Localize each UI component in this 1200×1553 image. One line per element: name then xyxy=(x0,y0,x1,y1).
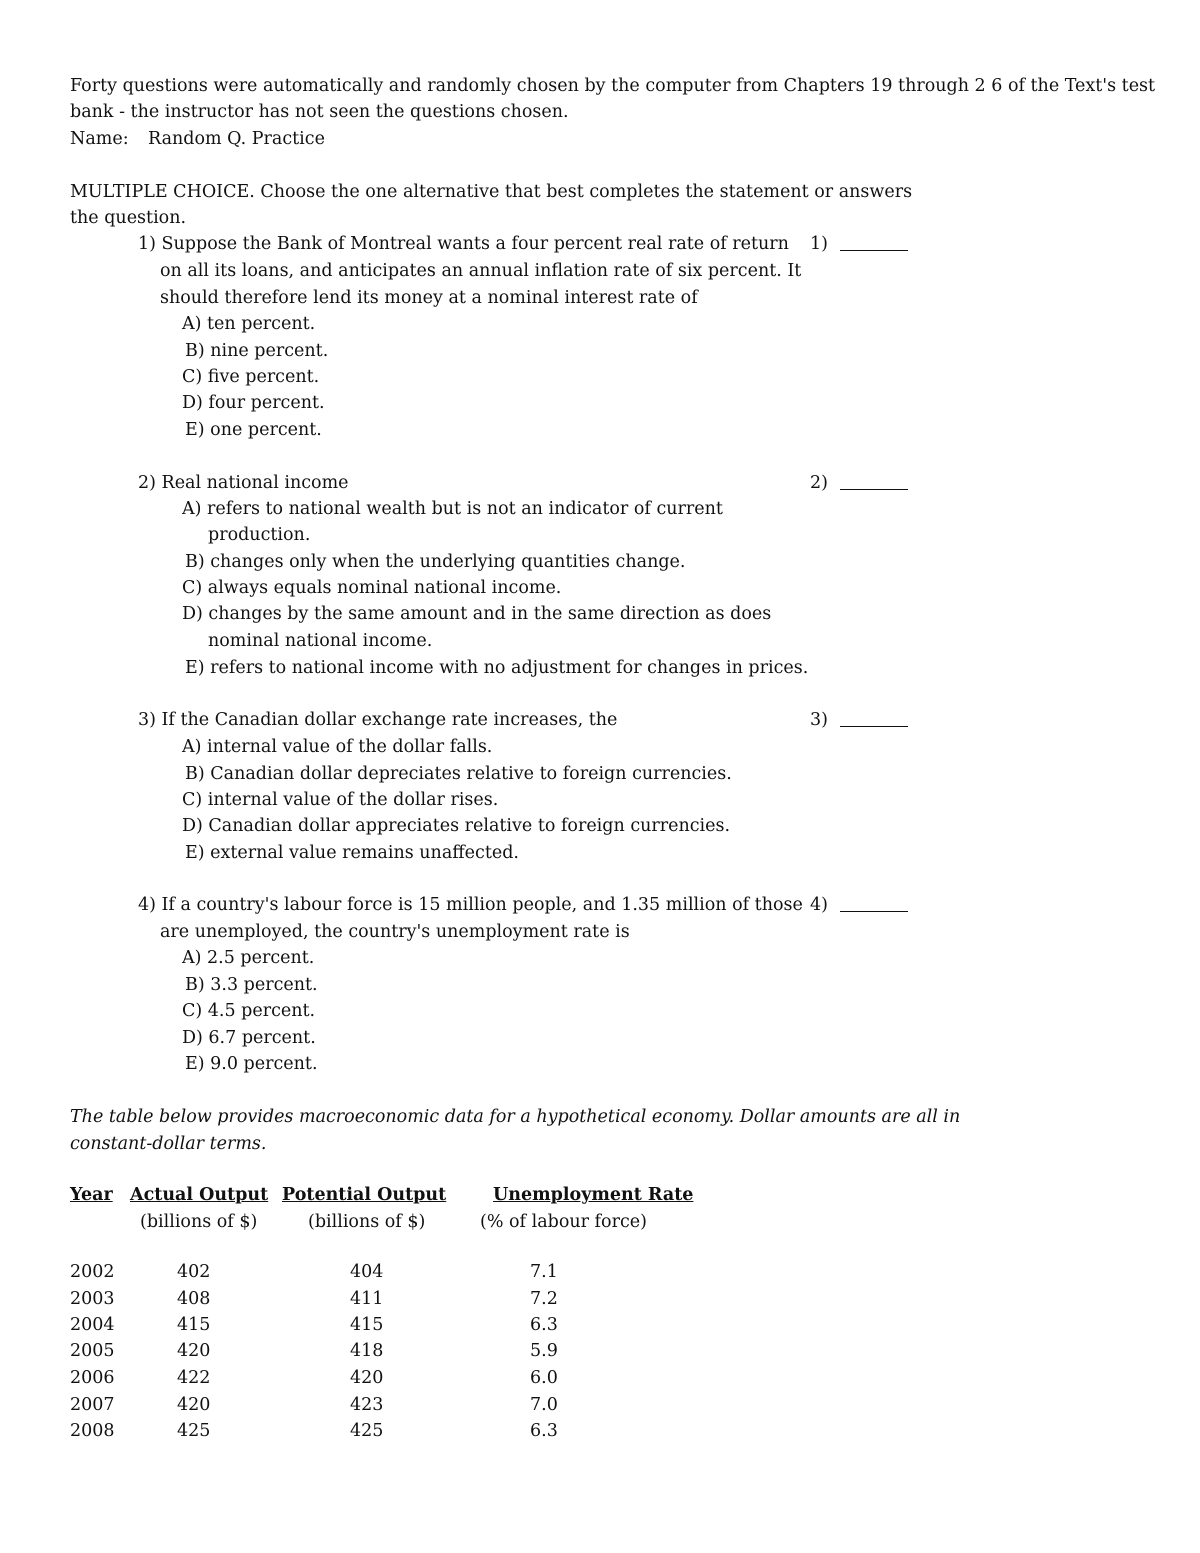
question-text: 4) If a country's labour force is 15 million people, and 1.35 million of those xyxy=(138,895,803,915)
cell-year: 2004 xyxy=(70,1315,115,1335)
cell-unemployment: 7.0 xyxy=(530,1395,558,1415)
cell-actual: 420 xyxy=(177,1341,211,1361)
name-value: Random Q. Practice xyxy=(148,129,325,149)
option-d-cont: nominal national income. xyxy=(208,631,433,651)
option-b: B) changes only when the underlying quantities change. xyxy=(185,552,686,572)
header-actual-output: Actual Output xyxy=(130,1185,269,1205)
answer-number: 2) xyxy=(810,473,828,493)
question-text: are unemployed, the country's unemployment rate is xyxy=(160,922,630,942)
question-text: 3) If the Canadian dollar exchange rate increases, the xyxy=(138,710,618,730)
cell-actual: 420 xyxy=(177,1395,211,1415)
cell-potential: 411 xyxy=(350,1289,384,1309)
cell-unemployment: 5.9 xyxy=(530,1341,558,1361)
answer-number: 1) xyxy=(810,234,828,254)
option-a: A) internal value of the dollar falls. xyxy=(182,737,493,757)
cell-unemployment: 6.3 xyxy=(530,1315,558,1335)
cell-actual: 402 xyxy=(177,1262,211,1282)
option-b: B) Canadian dollar depreciates relative to foreign currencies. xyxy=(185,764,732,784)
cell-potential: 420 xyxy=(350,1368,384,1388)
cell-unemployment: 6.0 xyxy=(530,1368,558,1388)
option-a: A) 2.5 percent. xyxy=(182,948,315,968)
answer-number: 3) xyxy=(810,710,828,730)
instructions-line-1: MULTIPLE CHOICE. Choose the one alternative that best completes the statement or answers xyxy=(70,182,913,202)
question-text: should therefore lend its money at a nominal interest rate of xyxy=(160,288,698,308)
option-c: C) 4.5 percent. xyxy=(182,1001,316,1021)
question-text: 1) Suppose the Bank of Montreal wants a four percent real rate of return xyxy=(138,234,789,254)
option-d: D) Canadian dollar appreciates relative to foreign currencies. xyxy=(182,816,731,836)
cell-potential: 418 xyxy=(350,1341,384,1361)
table-note-line-1: The table below provides macroeconomic data for a hypothetical economy. Dollar amounts are all in xyxy=(70,1107,961,1127)
cell-year: 2003 xyxy=(70,1289,115,1309)
cell-year: 2002 xyxy=(70,1262,115,1282)
cell-year: 2007 xyxy=(70,1395,115,1415)
option-d: D) 6.7 percent. xyxy=(182,1028,316,1048)
option-d: D) changes by the same amount and in the same direction as does xyxy=(182,604,772,624)
answer-blank[interactable] xyxy=(840,911,908,912)
option-c: C) internal value of the dollar rises. xyxy=(182,790,499,810)
question-text: 2) Real national income xyxy=(138,473,349,493)
header-year: Year xyxy=(70,1185,113,1205)
unit-potential-output: (billions of $) xyxy=(308,1212,426,1232)
table-note-line-2: constant-dollar terms. xyxy=(70,1134,267,1154)
cell-potential: 404 xyxy=(350,1262,384,1282)
cell-actual: 415 xyxy=(177,1315,211,1335)
cell-year: 2006 xyxy=(70,1368,115,1388)
header-unemployment-rate: Unemployment Rate xyxy=(493,1185,694,1205)
cell-unemployment: 7.1 xyxy=(530,1262,558,1282)
option-c: C) five percent. xyxy=(182,367,320,387)
name-label: Name: xyxy=(70,129,129,149)
option-d: D) four percent. xyxy=(182,393,325,413)
cell-year: 2008 xyxy=(70,1421,115,1441)
option-b: B) 3.3 percent. xyxy=(185,975,318,995)
answer-number: 4) xyxy=(810,895,828,915)
cell-unemployment: 7.2 xyxy=(530,1289,558,1309)
option-b: B) nine percent. xyxy=(185,341,329,361)
unit-unemployment-rate: (% of labour force) xyxy=(480,1212,647,1232)
answer-blank[interactable] xyxy=(840,250,908,251)
option-e: E) refers to national income with no adjustment for changes in prices. xyxy=(185,658,809,678)
option-e: E) one percent. xyxy=(185,420,322,440)
option-c: C) always equals nominal national income. xyxy=(182,578,562,598)
unit-actual-output: (billions of $) xyxy=(140,1212,258,1232)
header-potential-output: Potential Output xyxy=(282,1185,447,1205)
answer-blank[interactable] xyxy=(840,489,908,490)
cell-actual: 425 xyxy=(177,1421,211,1441)
cell-unemployment: 6.3 xyxy=(530,1421,558,1441)
question-text: on all its loans, and anticipates an annual inflation rate of six percent. It xyxy=(160,261,802,281)
intro-line-2: bank - the instructor has not seen the questions chosen. xyxy=(70,102,569,122)
option-a: A) ten percent. xyxy=(182,314,316,334)
cell-actual: 422 xyxy=(177,1368,211,1388)
option-e: E) external value remains unaffected. xyxy=(185,843,519,863)
option-a: A) refers to national wealth but is not an indicator of current xyxy=(182,499,723,519)
option-e: E) 9.0 percent. xyxy=(185,1054,318,1074)
answer-blank[interactable] xyxy=(840,726,908,727)
option-a-cont: production. xyxy=(208,525,311,545)
cell-year: 2005 xyxy=(70,1341,115,1361)
cell-actual: 408 xyxy=(177,1289,211,1309)
intro-line-1: Forty questions were automatically and randomly chosen by the computer from Chapters 19 through 2 6 of the Text's test xyxy=(70,76,1156,96)
cell-potential: 425 xyxy=(350,1421,384,1441)
cell-potential: 415 xyxy=(350,1315,384,1335)
instructions-line-2: the question. xyxy=(70,208,187,228)
cell-potential: 423 xyxy=(350,1395,384,1415)
